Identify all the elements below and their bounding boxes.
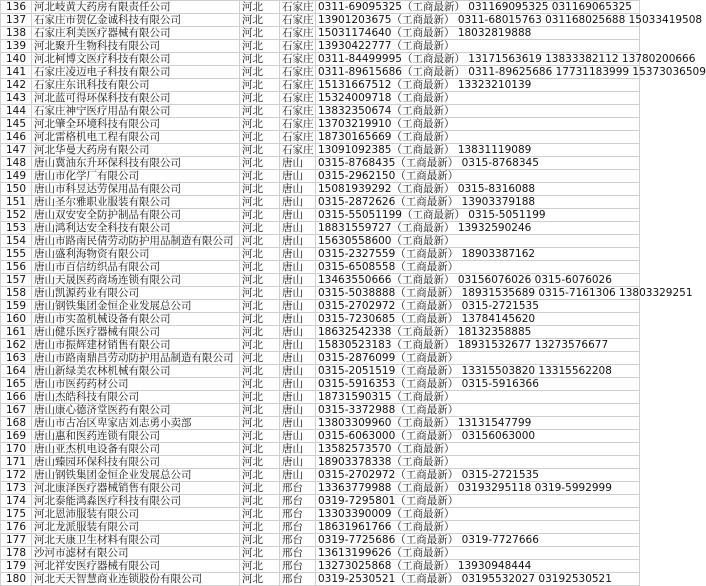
province: 河北 (240, 66, 280, 79)
contact-info: 0311-84499995（工商最新） 13171563619 13833382112 13780200666 (316, 53, 640, 66)
province: 河北 (240, 417, 280, 430)
contact-info: 13463550666（工商最新） 03156076026 0315-6076026 (316, 274, 640, 287)
province: 河北 (240, 443, 280, 456)
contact-info: 13613199626（工商最新） (316, 547, 640, 560)
province: 河北 (240, 170, 280, 183)
contact-info: 18903378338（工商最新） (316, 456, 640, 469)
contact-info: 15131667512（工商最新） 13323210139 (316, 79, 640, 92)
company-name: 河北聚升生物科技有限公司 (32, 40, 240, 53)
contact-info: 0315-3372988（工商最新） (316, 404, 640, 417)
contact-info: 0315-5916353（工商最新） 0315-5916366 (316, 378, 640, 391)
company-name: 河北祥安医疗器械有限公司 (32, 560, 240, 573)
row-number: 158 (1, 287, 32, 300)
table-row (1, 209, 640, 222)
table-row (1, 118, 640, 131)
city: 唐山 (280, 287, 316, 300)
row-number: 153 (1, 222, 32, 235)
city: 邢台 (280, 482, 316, 495)
contact-info: 15324009718（工商最新） (316, 92, 640, 105)
row-number: 151 (1, 196, 32, 209)
table-row (1, 560, 640, 573)
company-name: 河北柯博文医疗科技有限公司 (32, 53, 240, 66)
province: 河北 (240, 560, 280, 573)
table-row (1, 456, 640, 469)
contact-info: 0315-2327559（工商最新） 18903387162 (316, 248, 640, 261)
table-row (1, 378, 640, 391)
province: 河北 (240, 222, 280, 235)
row-number: 165 (1, 378, 32, 391)
table-row (1, 352, 640, 365)
contact-info: 0319-7295801（工商最新） (316, 495, 640, 508)
table-row (1, 495, 640, 508)
contact-info: 13803309960（工商最新） 13131547799 (316, 417, 640, 430)
province: 河北 (240, 248, 280, 261)
city: 唐山 (280, 313, 316, 326)
company-name: 石家庄市贺亿金诚科技有限公司 (32, 14, 240, 27)
province: 河北 (240, 352, 280, 365)
table-row (1, 521, 640, 534)
row-number: 180 (1, 573, 32, 586)
contact-info: 18731590315（工商最新） (316, 391, 640, 404)
table-row (1, 14, 640, 27)
table-row (1, 274, 640, 287)
table-row (1, 144, 640, 157)
table-body (1, 1, 706, 586)
company-name: 唐山市路南民倩劳动防护用品制造有限公司 (32, 235, 240, 248)
row-number: 159 (1, 300, 32, 313)
province: 河北 (240, 495, 280, 508)
contact-info: 15830523183（工商最新） 18931532677 13273576677 (316, 339, 640, 352)
city: 唐山 (280, 248, 316, 261)
city: 石家庄 (280, 144, 316, 157)
table-row (1, 313, 640, 326)
table-row (1, 222, 640, 235)
table-row (1, 482, 640, 495)
contact-info: 0315-2702972（工商最新） 0315-2721535 (316, 300, 640, 313)
table-row (1, 53, 640, 66)
row-number: 150 (1, 183, 32, 196)
company-name: 石家庄利美医疗器械有限公司 (32, 27, 240, 40)
contact-info: 13901203675（工商最新） 0311-68015763 031168025688 15033419508 (316, 14, 640, 27)
contact-info: 18631961766（工商最新） (316, 521, 640, 534)
city: 石家庄 (280, 92, 316, 105)
table-row (1, 417, 640, 430)
company-name: 河北天天智慧商业连锁股份有限公司 (32, 573, 240, 586)
company-name: 唐山钢铁集团金恒企业发展总公司 (32, 469, 240, 482)
company-name: 沙河市滤材有限公司 (32, 547, 240, 560)
company-name: 唐山亚杰机电设备有限公司 (32, 443, 240, 456)
province: 河北 (240, 365, 280, 378)
company-name: 唐山市医药药材公司 (32, 378, 240, 391)
table-row (1, 469, 640, 482)
city: 唐山 (280, 404, 316, 417)
table-row (1, 287, 640, 300)
province: 河北 (240, 92, 280, 105)
company-name: 唐山臻园环保科技有限公司 (32, 456, 240, 469)
city: 石家庄 (280, 53, 316, 66)
company-name: 唐山市化学厂有限公司 (32, 170, 240, 183)
contact-info: 0315-2702972（工商最新） 0315-2721535 (316, 469, 640, 482)
company-name: 唐山新绿美农林机械有限公司 (32, 365, 240, 378)
province: 河北 (240, 118, 280, 131)
company-name: 唐山市振辉建材销售有限公司 (32, 339, 240, 352)
row-number: 148 (1, 157, 32, 170)
company-name: 唐山市科昱达劳保用品有限公司 (32, 183, 240, 196)
company-name: 唐山双安安全防护制品有限公司 (32, 209, 240, 222)
contact-info: 0319-2530521（工商最新） 03195532027 03192530521 (316, 573, 640, 586)
city: 石家庄 (280, 118, 316, 131)
company-name: 唐山市古冶区卑家店刘志勇小卖部 (32, 417, 240, 430)
contact-info: 0315-55051199（工商最新） 0315-5051199 (316, 209, 640, 222)
table-row (1, 339, 640, 352)
province: 河北 (240, 521, 280, 534)
city: 邢台 (280, 534, 316, 547)
contact-info: 0315-6508558（工商最新） (316, 261, 640, 274)
company-name: 唐山康心德济堂医药有限公司 (32, 404, 240, 417)
province: 河北 (240, 196, 280, 209)
city: 邢台 (280, 547, 316, 560)
province: 河北 (240, 313, 280, 326)
city: 唐山 (280, 222, 316, 235)
company-name: 唐山钢铁集团金恒企业发展总公司 (32, 300, 240, 313)
row-number: 145 (1, 118, 32, 131)
table-row (1, 365, 640, 378)
contact-info: 13832350674（工商最新） (316, 105, 640, 118)
contact-info: 0315-2051519（工商最新） 13315503820 13315562208 (316, 365, 640, 378)
province: 河北 (240, 14, 280, 27)
table-row (1, 79, 640, 92)
contact-info: 13363779988（工商最新） 03193295118 0319-5992999 (316, 482, 640, 495)
table-row (1, 391, 640, 404)
company-name: 唐山冀油东升环保科技有限公司 (32, 157, 240, 170)
company-name: 唐山凯源药业有限公司 (32, 287, 240, 300)
city: 石家庄 (280, 79, 316, 92)
row-number: 139 (1, 40, 32, 53)
company-name: 石家庄神宁医疗用品有限公司 (32, 105, 240, 118)
province: 河北 (240, 183, 280, 196)
city: 邢台 (280, 573, 316, 586)
province: 河北 (240, 482, 280, 495)
city: 石家庄 (280, 131, 316, 144)
table-row (1, 1, 640, 14)
company-name: 河北岐黄大药房有限责任公司 (32, 1, 240, 14)
province: 河北 (240, 40, 280, 53)
row-number: 166 (1, 391, 32, 404)
company-name: 河北蓝可得环保科技有限公司 (32, 92, 240, 105)
city: 唐山 (280, 430, 316, 443)
company-name: 河北龙派服装有限公司 (32, 521, 240, 534)
row-number: 143 (1, 92, 32, 105)
province: 河北 (240, 287, 280, 300)
city: 唐山 (280, 417, 316, 430)
city: 邢台 (280, 508, 316, 521)
company-name: 河北雷格机电工程有限公司 (32, 131, 240, 144)
company-name: 唐山天晟医药商场连锁有限公司 (32, 274, 240, 287)
contact-info: 13303390009（工商最新） (316, 508, 640, 521)
table-row (1, 547, 640, 560)
company-name: 河北恩沛服装有限公司 (32, 508, 240, 521)
city: 石家庄 (280, 105, 316, 118)
row-number: 173 (1, 482, 32, 495)
company-name: 石家庄凌迈电子科技有限公司 (32, 66, 240, 79)
row-number: 176 (1, 521, 32, 534)
table-row (1, 573, 640, 586)
contact-info: 0311-69095325（工商最新） 031169095325 031169065325 (316, 1, 640, 14)
city: 唐山 (280, 339, 316, 352)
city: 唐山 (280, 326, 316, 339)
contact-info: 0315-2876099（工商最新） (316, 352, 640, 365)
row-number: 154 (1, 235, 32, 248)
city: 唐山 (280, 261, 316, 274)
contact-info: 0315-2872626（工商最新） 13903379188 (316, 196, 640, 209)
company-name: 河北华曼大药房有限公司 (32, 144, 240, 157)
province: 河北 (240, 456, 280, 469)
row-number: 163 (1, 352, 32, 365)
province: 河北 (240, 105, 280, 118)
row-number: 152 (1, 209, 32, 222)
city: 唐山 (280, 157, 316, 170)
row-number: 162 (1, 339, 32, 352)
contact-info: 15630558600（工商最新） (316, 235, 640, 248)
city: 唐山 (280, 300, 316, 313)
row-number: 156 (1, 261, 32, 274)
company-name: 唐山市百信纺织品有限公司 (32, 261, 240, 274)
row-number: 168 (1, 417, 32, 430)
company-name: 石家庄东讯科技有限公司 (32, 79, 240, 92)
table-row (1, 534, 640, 547)
province: 河北 (240, 131, 280, 144)
city: 唐山 (280, 469, 316, 482)
row-number: 174 (1, 495, 32, 508)
province: 河北 (240, 547, 280, 560)
table-row (1, 508, 640, 521)
city: 唐山 (280, 274, 316, 287)
city: 唐山 (280, 378, 316, 391)
province: 河北 (240, 378, 280, 391)
contact-info: 13582573570（工商最新） (316, 443, 640, 456)
company-name: 河北天康卫生材料有限公司 (32, 534, 240, 547)
province: 河北 (240, 326, 280, 339)
contact-info: 0311-89615686（工商最新） 0311-89625686 17731183999 15373036509 (316, 66, 640, 79)
province: 河北 (240, 508, 280, 521)
row-number: 160 (1, 313, 32, 326)
city: 唐山 (280, 235, 316, 248)
province: 河北 (240, 274, 280, 287)
contact-info: 18831559727（工商最新） 13932590246 (316, 222, 640, 235)
city: 唐山 (280, 391, 316, 404)
contact-info: 0315-8768435（工商最新） 0315-8768345 (316, 157, 640, 170)
row-number: 141 (1, 66, 32, 79)
contact-info: 15081939292（工商最新） 0315-8316088 (316, 183, 640, 196)
company-name: 河北康泽医疗器械销售有限公司 (32, 482, 240, 495)
city: 唐山 (280, 456, 316, 469)
contact-info: 0319-7725686（工商最新） 0319-7727666 (316, 534, 640, 547)
row-number: 157 (1, 274, 32, 287)
table-row (1, 196, 640, 209)
city: 唐山 (280, 209, 316, 222)
table-row (1, 170, 640, 183)
company-name: 河北泰能鸿淼医疗科技有限公司 (32, 495, 240, 508)
row-number: 146 (1, 131, 32, 144)
contact-info: 0315-7230685（工商最新） 13784145620 (316, 313, 640, 326)
province: 河北 (240, 261, 280, 274)
contact-info: 0315-2962150（工商最新） (316, 170, 640, 183)
city: 邢台 (280, 495, 316, 508)
row-number: 136 (1, 1, 32, 14)
table-row (1, 235, 640, 248)
province: 河北 (240, 157, 280, 170)
city: 唐山 (280, 170, 316, 183)
table-row (1, 66, 640, 79)
row-number: 170 (1, 443, 32, 456)
table-row (1, 183, 640, 196)
row-number: 172 (1, 469, 32, 482)
company-name: 河北肇全环境科技有限公司 (32, 118, 240, 131)
province: 河北 (240, 391, 280, 404)
city: 邢台 (280, 560, 316, 573)
contact-info: 13273025868（工商最新） 13930948444 (316, 560, 640, 573)
row-number: 164 (1, 365, 32, 378)
row-number: 147 (1, 144, 32, 157)
province: 河北 (240, 430, 280, 443)
province: 河北 (240, 1, 280, 14)
table-row (1, 404, 640, 417)
city: 石家庄 (280, 14, 316, 27)
row-number: 155 (1, 248, 32, 261)
province: 河北 (240, 209, 280, 222)
city: 邢台 (280, 521, 316, 534)
contact-info: 0315-6063000（工商最新） 03156063000 (316, 430, 640, 443)
city: 石家庄 (280, 66, 316, 79)
city: 石家庄 (280, 27, 316, 40)
row-number: 175 (1, 508, 32, 521)
table-row (1, 326, 640, 339)
table-row (1, 443, 640, 456)
city: 唐山 (280, 183, 316, 196)
province: 河北 (240, 144, 280, 157)
table-row (1, 248, 640, 261)
row-number: 179 (1, 560, 32, 573)
table-row (1, 157, 640, 170)
table-row (1, 131, 640, 144)
row-number: 169 (1, 430, 32, 443)
table-row (1, 105, 640, 118)
company-name: 唐山鸿利达安全科技有限公司 (32, 222, 240, 235)
contact-info: 18730165669（工商最新） (316, 131, 640, 144)
city: 唐山 (280, 196, 316, 209)
province: 河北 (240, 469, 280, 482)
province: 河北 (240, 27, 280, 40)
company-name: 唐山杰皓科技有限公司 (32, 391, 240, 404)
table-row (1, 300, 640, 313)
row-number: 161 (1, 326, 32, 339)
contact-info: 18632542338（工商最新） 18132358885 (316, 326, 640, 339)
table-row (1, 430, 640, 443)
province: 河北 (240, 300, 280, 313)
contact-info: 0315-5038888（工商最新） 18931535689 0315-7161306 13803329251 (316, 287, 640, 300)
company-name: 唐山圣尔雅职业服装有限公司 (32, 196, 240, 209)
province: 河北 (240, 573, 280, 586)
company-name: 唐山市实盈机械设备有限公司 (32, 313, 240, 326)
row-number: 142 (1, 79, 32, 92)
row-number: 137 (1, 14, 32, 27)
company-name: 唐山惠和医药连锁有限公司 (32, 430, 240, 443)
contact-info: 13930422777（工商最新） (316, 40, 640, 53)
contact-info: 13091092385（工商最新） 13831119089 (316, 144, 640, 157)
row-number: 144 (1, 105, 32, 118)
table-row (1, 92, 640, 105)
city: 石家庄 (280, 1, 316, 14)
row-number: 138 (1, 27, 32, 40)
row-number: 167 (1, 404, 32, 417)
table-row (1, 261, 640, 274)
province: 河北 (240, 79, 280, 92)
province: 河北 (240, 235, 280, 248)
city: 唐山 (280, 365, 316, 378)
row-number: 177 (1, 534, 32, 547)
row-number: 140 (1, 53, 32, 66)
table-row (1, 40, 640, 53)
city: 唐山 (280, 443, 316, 456)
row-number: 171 (1, 456, 32, 469)
province: 河北 (240, 404, 280, 417)
company-name: 唐山盛利海物资有限公司 (32, 248, 240, 261)
province: 河北 (240, 339, 280, 352)
row-number: 178 (1, 547, 32, 560)
city: 石家庄 (280, 40, 316, 53)
province: 河北 (240, 53, 280, 66)
contact-info: 15031174640（工商最新） 18032819888 (316, 27, 640, 40)
contact-info: 13703219910（工商最新） (316, 118, 640, 131)
company-name: 唐山健乐医疗器械有限公司 (32, 326, 240, 339)
table-row (1, 27, 640, 40)
row-number: 149 (1, 170, 32, 183)
province: 河北 (240, 534, 280, 547)
company-name: 唐山市路南鼎昌劳动防护用品制造有限公司 (32, 352, 240, 365)
city: 唐山 (280, 352, 316, 365)
